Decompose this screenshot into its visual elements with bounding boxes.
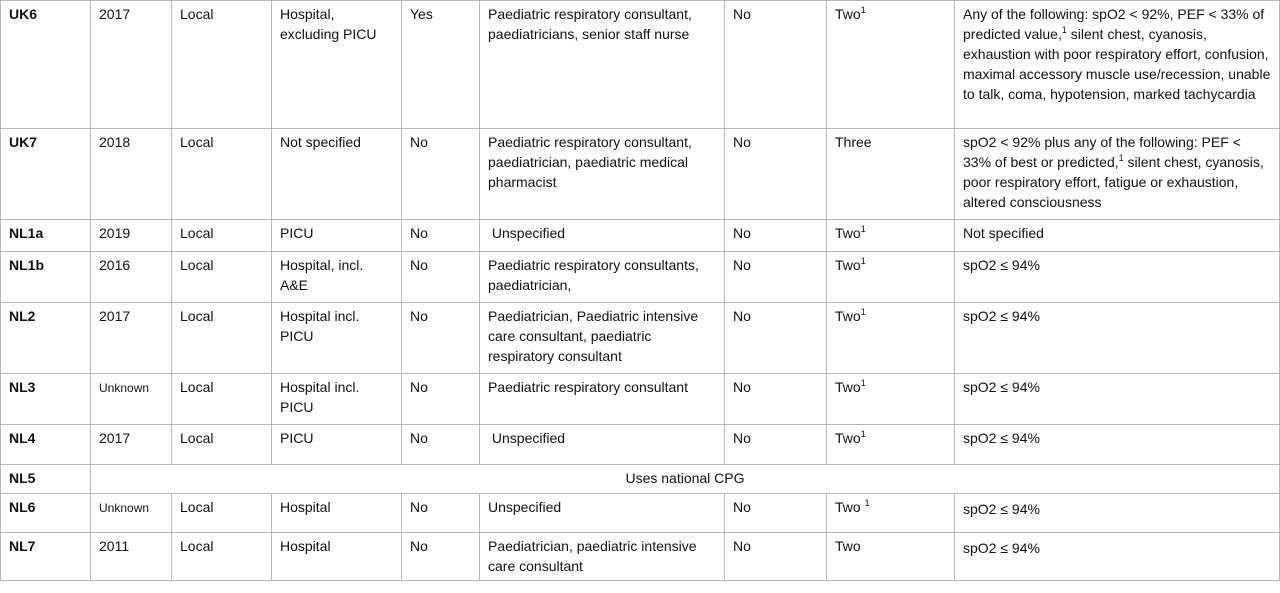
footnote-marker: 1 [860, 307, 866, 317]
guideline-id: NL4 [1, 425, 91, 465]
setting-cell: Hospital incl. PICU [272, 374, 402, 425]
setting-cell: PICU [272, 220, 402, 252]
criteria-text: Not specified [963, 225, 1044, 241]
criteria-cell [955, 252, 1280, 303]
year-cell: 2017 [91, 425, 172, 465]
levels-cell [827, 252, 955, 303]
criteria-cell [955, 374, 1280, 425]
criteria-text: spO2 ≤ 94% [963, 430, 1040, 446]
flag-cell: No [402, 494, 480, 533]
criteria-text: spO2 ≤ 94% [963, 257, 1040, 273]
criteria-text: spO2 ≤ 94% [963, 501, 1040, 517]
table-row [1, 425, 1280, 465]
criteria-cell [955, 303, 1280, 374]
criteria-text-continued: silent chest, cyanosis, poor respiratory effort, fatigue or exhaustion, altered consciousness [963, 154, 1264, 210]
authors-cell: Paediatric respiratory consultants, paediatrician, [480, 252, 725, 303]
flag2-cell: No [725, 252, 827, 303]
setting-cell: Not specified [272, 129, 402, 220]
flag2-cell: No [725, 425, 827, 465]
flag-cell: No [402, 303, 480, 374]
table-row [1, 494, 1280, 533]
footnote-marker: 1 [864, 498, 870, 508]
national-cpg-note: Uses national CPG [91, 465, 1280, 494]
guideline-id: NL6 [1, 494, 91, 533]
table-row [1, 533, 1280, 581]
table-row [1, 220, 1280, 252]
flag2-cell: No [725, 1, 827, 129]
flag-cell: No [402, 129, 480, 220]
authors-cell: Unspecified [480, 494, 725, 533]
table-row [1, 1, 1280, 129]
levels-cell [827, 374, 955, 425]
table-row [1, 252, 1280, 303]
criteria-text: spO2 ≤ 94% [963, 308, 1040, 324]
criteria-cell [955, 220, 1280, 252]
table-row [1, 303, 1280, 374]
scope-cell: Local [172, 129, 272, 220]
scope-cell: Local [172, 494, 272, 533]
year-cell: 2017 [91, 1, 172, 129]
flag2-cell: No [725, 494, 827, 533]
levels-text: Two [835, 538, 861, 554]
authors-cell: Unspecified [480, 425, 725, 465]
levels-cell [827, 303, 955, 374]
table-row [1, 465, 1280, 494]
levels-cell [827, 129, 955, 220]
setting-cell: Hospital [272, 533, 402, 581]
authors-cell: Paediatric respiratory consultant, paediatrician, paediatric medical pharmacist [480, 129, 725, 220]
footnote-marker: 1 [860, 429, 866, 439]
guideline-id: UK7 [1, 129, 91, 220]
year-cell: 2017 [91, 303, 172, 374]
flag-cell: No [402, 252, 480, 303]
levels-cell [827, 425, 955, 465]
authors-cell: Unspecified [480, 220, 725, 252]
flag-cell: No [402, 533, 480, 581]
setting-cell: Hospital, incl. A&E [272, 252, 402, 303]
criteria-cell [955, 425, 1280, 465]
year-cell: 2019 [91, 220, 172, 252]
flag2-cell: No [725, 374, 827, 425]
flag-cell: Yes [402, 1, 480, 129]
levels-text: Two [835, 225, 861, 241]
setting-cell: Hospital [272, 494, 402, 533]
table-row [1, 374, 1280, 425]
flag2-cell: No [725, 533, 827, 581]
criteria-text: spO2 ≤ 94% [963, 379, 1040, 395]
setting-cell: Hospital, excluding PICU [272, 1, 402, 129]
levels-text: Two [835, 308, 861, 324]
criteria-cell [955, 129, 1280, 220]
scope-cell: Local [172, 374, 272, 425]
guideline-id: NL5 [1, 465, 91, 494]
footnote-marker: 1 [860, 378, 866, 388]
footnote-marker: 1 [1118, 153, 1124, 163]
levels-text: Two [835, 6, 861, 22]
table-row [1, 129, 1280, 220]
year-cell: Unknown [91, 374, 172, 425]
guideline-id: NL1a [1, 220, 91, 252]
authors-cell: Paediatrician, Paediatric intensive care consultant, paediatric respiratory consultant [480, 303, 725, 374]
flag2-cell: No [725, 220, 827, 252]
levels-text: Two [835, 499, 865, 515]
footnote-marker: 1 [1061, 25, 1067, 35]
guideline-id: NL2 [1, 303, 91, 374]
criteria-text-continued: silent chest, cyanosis, exhaustion with poor respiratory effort, confusion, maximal accessory muscle use/recession, unable to talk, coma, hypotension, marked tachycardia [963, 26, 1271, 102]
footnote-marker: 1 [860, 5, 866, 15]
setting-cell: PICU [272, 425, 402, 465]
flag2-cell: No [725, 303, 827, 374]
guideline-id: NL1b [1, 252, 91, 303]
criteria-cell [955, 494, 1280, 533]
flag-cell: No [402, 425, 480, 465]
levels-cell [827, 1, 955, 129]
authors-cell: Paediatrician, paediatric intensive care consultant [480, 533, 725, 581]
footnote-marker: 1 [860, 224, 866, 234]
flag-cell: No [402, 220, 480, 252]
setting-cell: Hospital incl. PICU [272, 303, 402, 374]
guideline-id: NL7 [1, 533, 91, 581]
year-cell: 2016 [91, 252, 172, 303]
levels-text: Two [835, 430, 861, 446]
levels-text: Two [835, 379, 861, 395]
levels-text: Three [835, 134, 872, 150]
flag-cell: No [402, 374, 480, 425]
scope-cell: Local [172, 425, 272, 465]
guideline-id: UK6 [1, 1, 91, 129]
scope-cell: Local [172, 1, 272, 129]
criteria-cell [955, 533, 1280, 581]
criteria-text: Any of the following: spO2 < 92%, PEF < 33% of predicted value, [963, 6, 1265, 42]
levels-cell [827, 494, 955, 533]
authors-cell: Paediatric respiratory consultant [480, 374, 725, 425]
year-cell: Unknown [91, 494, 172, 533]
levels-text: Two [835, 257, 861, 273]
criteria-text: spO2 ≤ 94% [963, 540, 1040, 556]
year-cell: 2011 [91, 533, 172, 581]
scope-cell: Local [172, 303, 272, 374]
flag2-cell: No [725, 129, 827, 220]
levels-cell [827, 220, 955, 252]
criteria-cell [955, 1, 1280, 129]
scope-cell: Local [172, 533, 272, 581]
scope-cell: Local [172, 220, 272, 252]
guideline-id: NL3 [1, 374, 91, 425]
criteria-text: spO2 < 92% plus any of the following: PEF < 33% of best or predicted, [963, 134, 1241, 170]
authors-cell: Paediatric respiratory consultant, paediatricians, senior staff nurse [480, 1, 725, 129]
year-cell: 2018 [91, 129, 172, 220]
levels-cell [827, 533, 955, 581]
footnote-marker: 1 [860, 256, 866, 266]
scope-cell: Local [172, 252, 272, 303]
